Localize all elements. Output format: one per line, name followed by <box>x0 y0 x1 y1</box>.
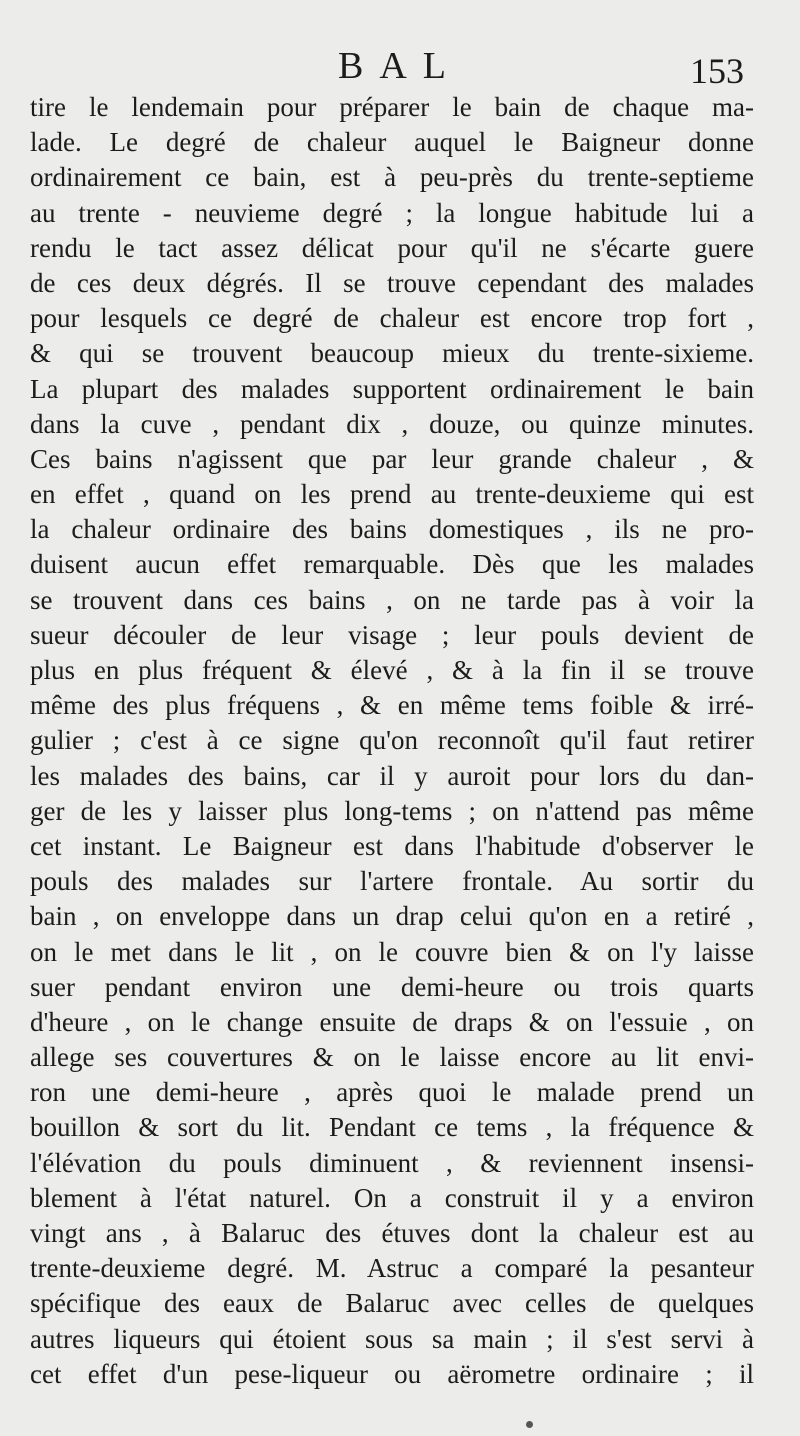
text-line: bain , on enveloppe dans un drap celui qu'on en a retiré , <box>30 901 754 932</box>
text-line: lade. Le degré de chaleur auquel le Baigneur donne <box>30 127 754 158</box>
text-line: d'heure , on le change ensuite de draps & on l'essuie , on <box>30 1006 754 1037</box>
text-line: rendu le tact assez délicat pour qu'il ne s'écarte guere <box>30 232 754 263</box>
text-line: ordinairement ce bain, est à peu-près du trente-septieme <box>30 162 754 193</box>
text-line: cet instant. Le Baigneur est dans l'habitude d'observer le <box>30 830 754 861</box>
text-line: duisent aucun effet remarquable. Dès que les malades <box>30 549 754 580</box>
text-line: pour lesquels ce degré de chaleur est encore trop fort , <box>30 303 754 334</box>
page-header <box>0 44 800 94</box>
text-line: allege ses couvertures & on le laisse encore au lit envi- <box>30 1042 754 1073</box>
text-line: en effet , quand on les prend au trente-deuxieme qui est <box>30 479 754 510</box>
page-number: 153 <box>690 51 744 91</box>
text-line: blement à l'état naturel. On a construit il y a environ <box>30 1182 754 1213</box>
text-line: on le met dans le lit , on le couvre bien & on l'y laisse <box>30 936 754 967</box>
text-line: plus en plus fréquent & élevé , & à la fin il se trouve <box>30 655 754 685</box>
ink-dot <box>526 1421 533 1428</box>
text-line: Ces bains n'agissent que par leur grande chaleur , & <box>30 443 754 474</box>
text-line: ger de les y laisser plus long-tems ; on n'attend pas même <box>30 795 754 826</box>
body-text <box>30 90 754 1392</box>
text-line: sueur découler de leur visage ; leur pouls devient de <box>30 619 754 650</box>
text-line: bouillon & sort du lit. Pendant ce tems , la fréquence & <box>30 1112 754 1143</box>
text-line: la chaleur ordinaire des bains domestiques , ils ne pro- <box>30 514 754 545</box>
text-line: trente-deuxieme degré. M. Astruc a comparé la pesanteur <box>30 1253 754 1284</box>
text-line: vingt ans , à Balaruc des étuves dont la chaleur est au <box>30 1218 754 1248</box>
text-line: l'élévation du pouls diminuent , & reviennent insensi- <box>30 1147 754 1178</box>
text-line: cet effet d'un pese-liqueur ou aërometre ordinaire ; il <box>30 1358 754 1389</box>
text-line: & qui se trouvent beaucoup mieux du trente-sixieme. <box>30 338 754 369</box>
text-line: ron une demi-heure , après quoi le malade prend un <box>30 1077 754 1108</box>
text-line: les malades des bains, car il y auroit pour lors du dan- <box>30 760 754 791</box>
text-line: tire le lendemain pour préparer le bain de chaque ma- <box>30 92 754 122</box>
text-line: suer pendant environ une demi-heure ou trois quarts <box>30 971 754 1002</box>
text-line: au trente - neuvieme degré ; la longue habitude lui a <box>30 197 754 228</box>
running-head: BAL <box>338 45 462 87</box>
text-line: pouls des malades sur l'artere frontale. Au sortir du <box>30 866 754 897</box>
text-line: de ces deux dégrés. Il se trouve cependant des malades <box>30 267 754 298</box>
text-line: gulier ; c'est à ce signe qu'on reconnoît qu'il faut retirer <box>30 725 754 756</box>
text-line: dans la cuve , pendant dix , douze, ou quinze minutes. <box>30 408 754 439</box>
text-line: spécifique des eaux de Balaruc avec celles de quelques <box>30 1288 754 1319</box>
text-line: se trouvent dans ces bains , on ne tarde pas à voir la <box>30 584 754 615</box>
text-line: même des plus fréquens , & en même tems foible & irré- <box>30 690 754 721</box>
text-line: autres liqueurs qui étoient sous sa main ; il s'est servi à <box>30 1323 754 1354</box>
text-line: La plupart des malades supportent ordinairement le bain <box>30 373 754 404</box>
